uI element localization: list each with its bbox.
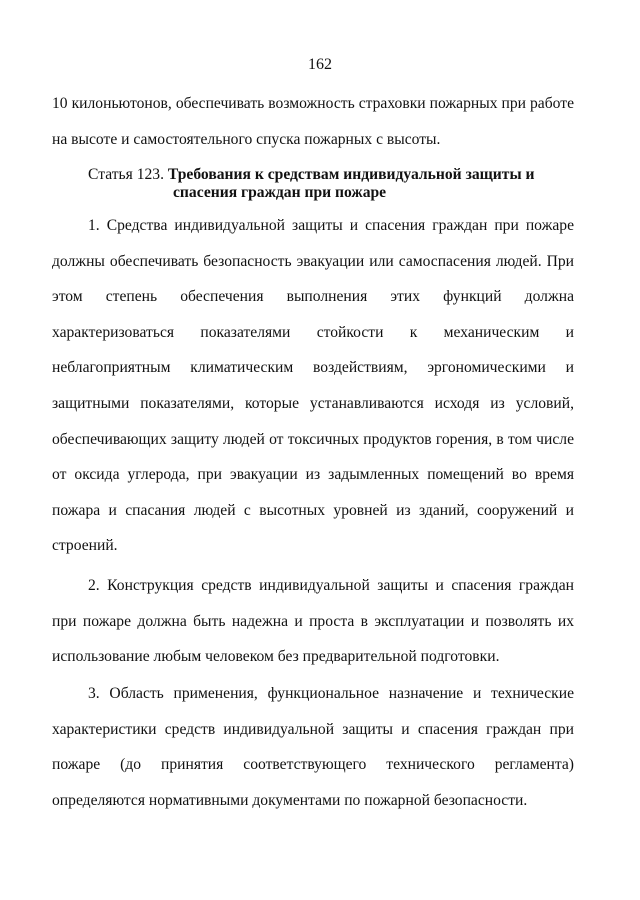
intro-paragraph: 10 килоньютонов, обеспечивать возможность страховки пожарных при работе на высоте и самостоятельного спуска пожарных с высоты. [52, 95, 574, 148]
paragraph-1: 1. Средства индивидуальной защиты и спасения граждан при пожаре должны обеспечивать безопасность эвакуации или самоспасения людей. При этом степень обеспечения выполнения этих функций должна характеризоваться показателями стойкости к механическим и неблагоприятным климатическим воздействиям, эргономическими и защитными показателями, которые устанавливаются исходя из условий, обеспечивающих защиту людей от токсичных продуктов горения, в том числе от оксида углерода, при эвакуации из задымленных помещений во время пожара и спасания людей с высотных уровней из зданий, сооружений и строений. [52, 217, 574, 555]
article-title-line-1: Требования к средствам индивидуальной защиты и [167, 166, 535, 183]
article-label: Статья 123. [88, 166, 165, 183]
paragraph-3: 3. Область применения, функциональное назначение и технические характеристики средств индивидуальной защиты и спасения граждан при пожаре (до принятия соответствующего технического регламента) определяются нормативными документами по пожарной безопасности. [52, 685, 574, 809]
article-heading [88, 166, 578, 201]
article-title-line-2: спасения граждан при пожаре [173, 183, 387, 201]
page-number: 162 [308, 56, 332, 73]
paragraph-2: 2. Конструкция средств индивидуальной защиты и спасения граждан при пожаре должна быть надежна и проста в эксплуатации и позволять их использование любым человеком без предварительной подготовки. [52, 577, 574, 666]
